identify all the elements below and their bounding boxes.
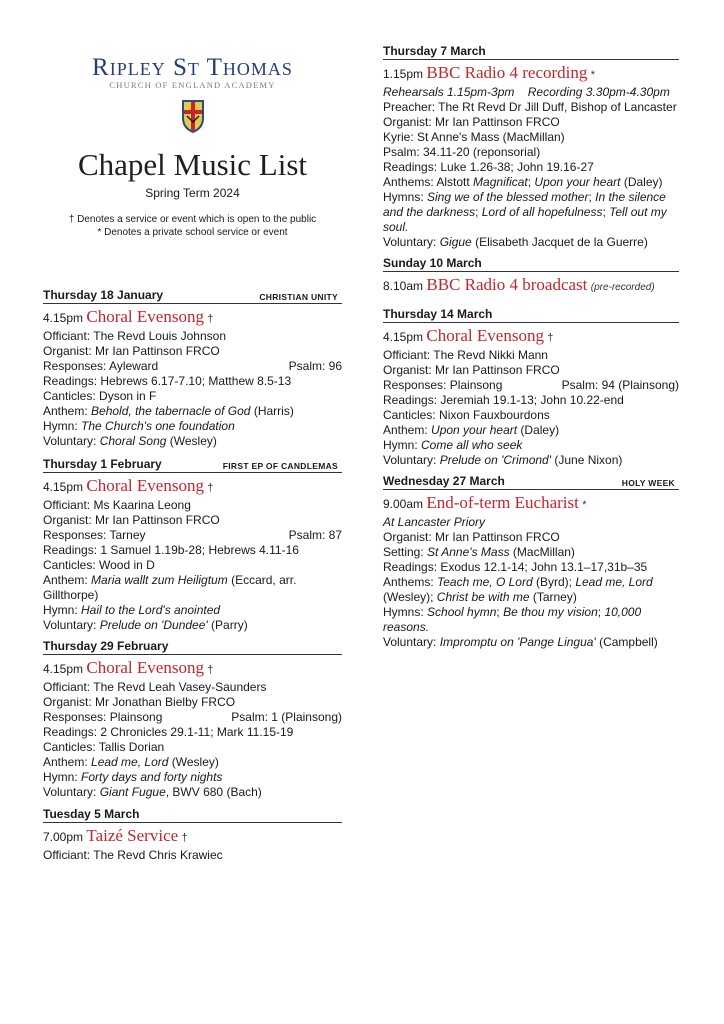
voluntary-title: Gigue (439, 235, 472, 249)
service-mark: * (590, 69, 596, 81)
hymn-title: Be thou my vision (503, 605, 598, 619)
officiant: Officiant: The Revd Nikki Mann (383, 348, 548, 362)
psalm: Psalm: 34.11-20 (reponsorial) (383, 145, 541, 159)
anthem-title: Lead me, Lord (91, 755, 169, 769)
canticles: Canticles: Tallis Dorian (43, 740, 165, 754)
officiant: Officiant: Ms Kaarina Leong (43, 498, 191, 512)
setting-composer: (MacMillan) (509, 545, 575, 559)
section-date: Thursday 18 January (43, 288, 164, 302)
anthem-title: Teach me, O Lord (437, 575, 533, 589)
voluntary (383, 235, 679, 250)
organist: Organist: Mr Ian Pattinson FRCO (43, 513, 220, 527)
voluntary-title: Prelude on 'Crimond' (439, 453, 552, 467)
officiant: Officiant: The Revd Chris Krawiec (43, 848, 223, 862)
anthem-label: Anthem: (43, 404, 92, 418)
anthem-title: Maria wallt zum Heiligtum (91, 573, 228, 587)
officiant: Officiant: The Revd Louis Johnson (43, 329, 226, 343)
hymn-title: The Church's one foundation (81, 419, 235, 433)
organist: Organist: Mr Jonathan Bielby FRCO (43, 695, 236, 709)
organist: Organist: Mr Ian Pattinson FRCO (383, 530, 560, 544)
canticles: Canticles: Wood in D (43, 558, 155, 572)
anthem-composer: (Wesley) (168, 755, 219, 769)
voluntary (383, 453, 679, 468)
hymn-title: 10,000 reasons. (383, 605, 642, 634)
responses: Responses: Plainsong (43, 710, 163, 724)
voluntary-title: Giant Fugue (99, 785, 166, 799)
service-section (383, 307, 679, 468)
service-section (43, 288, 342, 449)
hymn-title: Lord of all hopefulness (481, 205, 603, 219)
service-section (383, 256, 679, 297)
setting (383, 545, 679, 560)
voluntary-composer: (Parry) (207, 618, 248, 632)
page-header (43, 54, 342, 238)
anthems-label: Anthems: Alstott (383, 175, 474, 189)
anthem-label: Anthem: (43, 573, 92, 587)
private-note: * Denotes a private school service or event (97, 227, 288, 238)
voluntary-title: Impromptu on 'Pange Lingua' (439, 635, 596, 649)
kyrie: Kyrie: St Anne's Mass (MacMillan) (383, 130, 565, 144)
psalm: Psalm: 94 (Plainsong) (561, 378, 679, 392)
voluntary-composer: (Wesley) (166, 434, 217, 448)
service-time: 1.15pm (383, 67, 424, 81)
rehearsals: Rehearsals 1.15pm-3pm Recording 3.30pm-4.30pm (383, 85, 670, 99)
voluntary-label: Voluntary: (43, 785, 100, 799)
anthem-title: Lead me, Lord (575, 575, 653, 589)
anthems (383, 175, 679, 190)
hymn-label: Hymn: (43, 419, 82, 433)
hymn-label: Hymn: (43, 603, 82, 617)
service-note: (pre-recorded) (590, 282, 655, 293)
hymn-title: In the silence and the darkness (383, 190, 666, 219)
hymn-title: Sing we of the blessed mother (427, 190, 589, 204)
psalm: Psalm: 1 (Plainsong) (231, 710, 342, 724)
voluntary-label: Voluntary: (383, 235, 440, 249)
separator: ; (527, 175, 535, 189)
service-mark: † (207, 664, 214, 676)
anthem-composer: (Daley) (620, 175, 663, 189)
anthem-composer: (Wesley); (383, 590, 437, 604)
voluntary (43, 434, 342, 449)
service-time: 9.00am (383, 497, 424, 511)
responses: Responses: Tarney (43, 528, 146, 542)
anthem-title: Upon your heart (431, 423, 518, 437)
hymn (43, 603, 342, 618)
voluntary-composer: (Campbell) (595, 635, 658, 649)
canticles: Canticles: Dyson in F (43, 389, 157, 403)
section-tag: FIRST EP OF CANDLEMAS (222, 461, 338, 471)
readings: Readings: Hebrews 6.17-7.10; Matthew 8.5-13 (43, 374, 292, 388)
service-section (383, 44, 679, 250)
service-mark: † (207, 482, 214, 494)
service-mark: † (181, 832, 188, 844)
service-name: Choral Evensong (86, 658, 204, 677)
hymn-label: Hymn: (43, 770, 82, 784)
organist: Organist: Mr Ian Pattinson FRCO (43, 344, 220, 358)
anthem (383, 423, 679, 438)
anthem-title: Upon your heart (534, 175, 621, 189)
service-name: End-of-term Eucharist (426, 493, 579, 512)
service-name: Choral Evensong (426, 326, 544, 345)
section-date: Sunday 10 March (383, 256, 482, 270)
section-date: Thursday 14 March (383, 307, 493, 321)
setting-label: Setting: (383, 545, 428, 559)
hymn (43, 770, 342, 785)
section-tag: HOLY WEEK (621, 478, 675, 488)
anthem (43, 755, 342, 770)
anthem (43, 404, 342, 419)
setting-title: St Anne's Mass (427, 545, 510, 559)
readings: Readings: Luke 1.26-38; John 19.16-27 (383, 160, 594, 174)
service-mark: † (207, 313, 214, 325)
psalm: Psalm: 96 (288, 359, 342, 373)
service-time: 4.15pm (43, 662, 84, 676)
hymn-title: Come all who seek (421, 438, 523, 452)
anthem-title: Behold, the tabernacle of God (91, 404, 251, 418)
canticles: Canticles: Nixon Fauxbourdons (383, 408, 550, 422)
service-time: 7.00pm (43, 830, 84, 844)
readings: Readings: Jeremiah 19.1-13; John 10.22-end (383, 393, 624, 407)
hymn-label: Hymn: (383, 438, 422, 452)
anthems-label: Anthems: (383, 575, 438, 589)
voluntary-title: Prelude on 'Dundee' (99, 618, 208, 632)
service-name: BBC Radio 4 recording (426, 63, 588, 82)
voluntary-composer: , BWV 680 (Bach) (165, 785, 262, 799)
readings: Readings: Exodus 12.1-14; John 13.1–17,31b–35 (383, 560, 648, 574)
service-time: 4.15pm (383, 330, 424, 344)
service-name: BBC Radio 4 broadcast (426, 275, 588, 294)
service-section (383, 474, 679, 650)
anthem-title: Magnificat (473, 175, 528, 189)
hymns-label: Hymns: (383, 190, 428, 204)
section-date: Thursday 1 February (43, 457, 162, 471)
hymn-title: School hymn (427, 605, 497, 619)
voluntary-composer: (June Nixon) (551, 453, 623, 467)
service-name: Choral Evensong (86, 476, 204, 495)
readings: Readings: 1 Samuel 1.19b-28; Hebrews 4.11-16 (43, 543, 299, 557)
anthem-composer: (Byrd); (532, 575, 576, 589)
section-date: Thursday 29 February (43, 639, 169, 653)
organist: Organist: Mr Ian Pattinson FRCO (383, 115, 560, 129)
service-name: Taizé Service (86, 826, 179, 845)
voluntary (43, 785, 342, 800)
organist: Organist: Mr Ian Pattinson FRCO (383, 363, 560, 377)
hymns-label: Hymns: (383, 605, 428, 619)
hymn (43, 419, 342, 434)
readings: Readings: 2 Chronicles 29.1-11; Mark 11.15-19 (43, 725, 294, 739)
voluntary (43, 618, 342, 633)
service-section (43, 807, 342, 863)
voluntary-label: Voluntary: (383, 635, 440, 649)
hymn-title: Tell out my soul (383, 205, 667, 234)
service-section (43, 457, 342, 633)
anthem (43, 573, 342, 603)
anthem-title: Christ be with me (436, 590, 530, 604)
voluntary-label: Voluntary: (43, 434, 100, 448)
term-label: Spring Term 2024 (145, 186, 240, 200)
hymn (383, 438, 679, 453)
service-mark: † (547, 332, 554, 344)
responses: Responses: Plainsong (383, 378, 503, 392)
public-note: † Denotes a service or event which is open to the public (68, 214, 317, 225)
voluntary-label: Voluntary: (43, 618, 100, 632)
service-time: 4.15pm (43, 311, 84, 325)
service-mark: * (582, 499, 587, 511)
voluntary (383, 635, 679, 650)
venue: At Lancaster Priory (383, 515, 486, 529)
service-time: 4.15pm (43, 480, 84, 494)
section-date: Thursday 7 March (383, 44, 486, 58)
section-date: Tuesday 5 March (43, 807, 140, 821)
school-name: Ripley St Thomas (92, 54, 293, 81)
officiant: Officiant: The Revd Leah Vasey-Saunders (43, 680, 267, 694)
anthems (383, 575, 679, 605)
anthem-composer: (Harris) (250, 404, 294, 418)
hymns: Hymns: School hymn; Be thou my vision; 10,000 reasons. (383, 605, 642, 634)
section-tag: CHRISTIAN UNITY (259, 292, 338, 302)
academy-subtitle: CHURCH OF ENGLAND ACADEMY (109, 80, 276, 90)
section-date: Wednesday 27 March (383, 474, 505, 488)
school-crest-icon (180, 98, 206, 134)
anthem-label: Anthem: (383, 423, 432, 437)
responses: Responses: Ayleward (43, 359, 159, 373)
service-name: Choral Evensong (86, 307, 204, 326)
service-time: 8.10am (383, 279, 424, 293)
anthem-composer: (Tarney) (529, 590, 577, 604)
service-section (43, 639, 342, 800)
voluntary-composer: (Elisabeth Jacquet de la Guerre) (471, 235, 648, 249)
hymns: Hymns: Sing we of the blessed mother; In the silence and the darkness; Lord of all hopefulness; Tell out my soul. (383, 190, 667, 234)
preacher: Preacher: The Rt Revd Dr Jill Duff, Bishop of Lancaster (383, 100, 677, 114)
psalm: Psalm: 87 (288, 528, 342, 542)
page-title: Chapel Music List (77, 147, 308, 182)
anthem-label: Anthem: (43, 755, 92, 769)
voluntary-title: Choral Song (99, 434, 167, 448)
anthem-composer: (Daley) (517, 423, 560, 437)
anthem-composer: (Eccard, arr. Gillthorpe) (43, 573, 297, 602)
voluntary-label: Voluntary: (383, 453, 440, 467)
hymn-title: Forty days and forty nights (81, 770, 223, 784)
hymn-title: Hail to the Lord's anointed (81, 603, 221, 617)
